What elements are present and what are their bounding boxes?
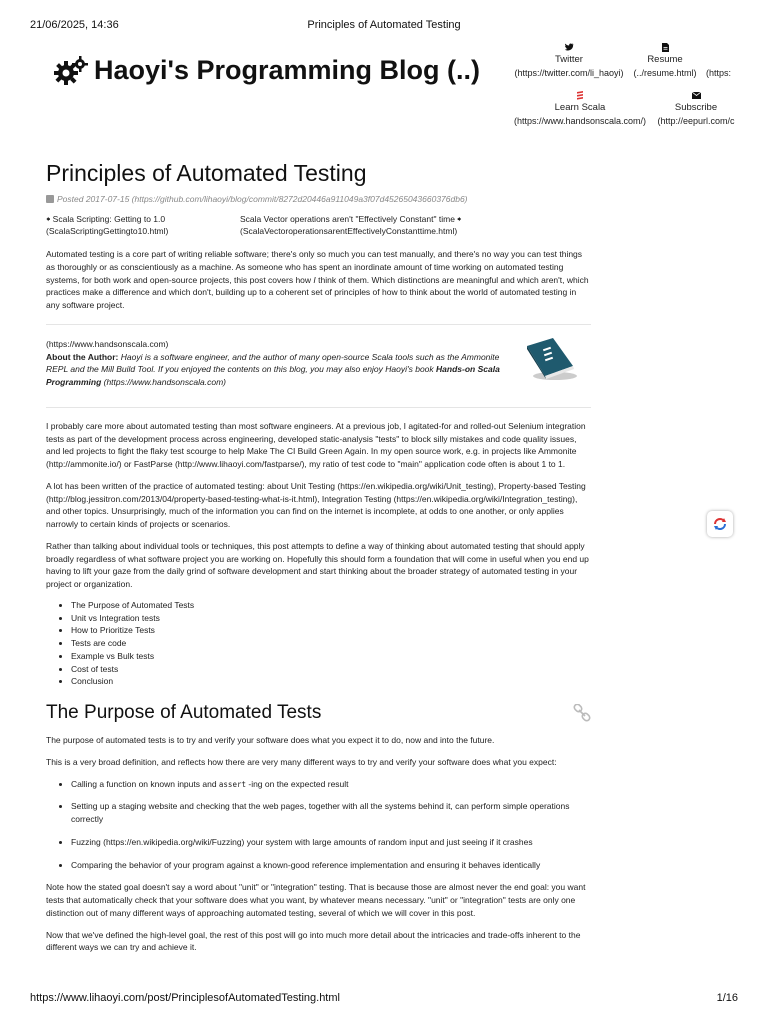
- divider: [46, 324, 591, 325]
- print-page-number: 1/16: [716, 992, 738, 1004]
- post-title: Principles of Automated Testing: [46, 160, 367, 186]
- floating-action-button[interactable]: [707, 511, 733, 537]
- article: [46, 160, 591, 954]
- anchor-link-icon[interactable]: [573, 704, 591, 722]
- learn-scala-url: (https://www.handsonscala.com/): [514, 116, 647, 126]
- blog-title-link[interactable]: [54, 55, 480, 86]
- toc-item[interactable]: • Tests are code: [71, 637, 591, 650]
- divider: [46, 407, 591, 408]
- twitter-url: (https://twitter.com/li_haoyi): [514, 68, 624, 78]
- next-post-link[interactable]: Scala Vector operations aren't "Effectively Constant" time 🠺 (ScalaVectoroperationsarentEffectivelyConstanttime.html): [240, 213, 462, 237]
- learn-scala-label: Learn Scala: [554, 102, 606, 113]
- subscribe-link[interactable]: [656, 91, 736, 126]
- paragraph: Now that we've defined the high-level goal, the rest of this post will go into much more detail about the intricacies and trade-offs inherent to the different ways we can try and achieve it.: [46, 929, 581, 953]
- author-box: [46, 338, 591, 389]
- book-link[interactable]: Hands-on Scala Programming: [46, 364, 500, 388]
- author-url[interactable]: (https://www.handsonscala.com): [46, 338, 169, 349]
- twitter-link[interactable]: [514, 43, 624, 78]
- posted-line: [46, 194, 591, 204]
- learn-scala-link[interactable]: [514, 91, 646, 126]
- gears-icon: [54, 56, 88, 86]
- previous-post-link[interactable]: 🠸 Scala Scripting: Getting to 1.0 (ScalaScriptingGettingto10.html): [46, 213, 169, 237]
- resume-label: Resume: [647, 54, 683, 65]
- resume-link[interactable]: [632, 43, 698, 78]
- toc-item[interactable]: • Conclusion: [71, 675, 591, 688]
- list-item: • Calling a function on known inputs and assert -ing on the expected result: [71, 778, 591, 791]
- refresh-icon: [712, 516, 728, 532]
- paragraph: The purpose of automated tests is to try and verify your software does what you expect it to do, now and into the future.: [46, 735, 495, 746]
- envelope-icon: [656, 91, 736, 101]
- arrow-left-icon: 🠸: [46, 213, 51, 224]
- list-item: • Setting up a staging website and checking that the web pages, together with all the systems behind it, can perform simple operations correctly: [71, 800, 591, 826]
- paragraph: A lot has been written of the practice of automated testing: about Unit Testing (https://en.wikipedia.org/wiki/Unit_testing), Property-based Testing (http://blog.jessitron.com/2013/04/property-based-testing-what-is-it.html), Integration Testing (https://en.wikipedia.org/wiki/Integration_testing), and other topics. Unsurprisingly, much of the information you can find on the internet is incomplete, at odds to one another, or only applies narrowly to certain kinds of projects or scenarios.: [46, 480, 586, 530]
- calendar-icon: [46, 195, 54, 203]
- section-heading: The Purpose of Automated Tests: [46, 702, 591, 724]
- extra-link[interactable]: [706, 43, 736, 78]
- toc-item[interactable]: • How to Prioritize Tests: [71, 624, 591, 637]
- paragraph: Note how the stated goal doesn't say a word about "unit" or "integration" testing. That is because those are almost never the end goal: you want tests that automatically check that your software does what you want, by whatever means necessary. "unit" or "integration" tests are only one distinction out of many different ways of approaching automated testing, several of which we will cover in this post.: [46, 882, 586, 918]
- examples-list: [46, 778, 591, 872]
- blog-title: Haoyi's Programming Blog (..): [94, 55, 480, 85]
- arrow-right-icon: 🠺: [457, 213, 462, 224]
- paragraph: Rather than talking about individual tools or techniques, this post attempts to define a way of thinking about automated testing that should apply broadly regardless of what software project you are working on. Hopefully this should form a foundation that will come in useful when you end up having to lift your gaze from the daily grind of software development and start thinking about the broader strategy of automated testing in your project or organization.: [46, 540, 589, 590]
- twitter-icon: [514, 43, 624, 53]
- resume-url: (../resume.html): [633, 68, 697, 78]
- paragraph: This is a very broad definition, and reflects how there are very many different ways to try and verify your software does what you expect:: [46, 756, 557, 767]
- extra-url: (https:: [706, 68, 732, 78]
- toc-item[interactable]: • Cost of tests: [71, 663, 591, 676]
- resume-icon: [632, 43, 698, 53]
- paragraph: I probably care more about automated testing than most software engineers. At a previous job, I agitated-for and rolled-out Selenium integration tests as part of the development process across engineering, developed static-analysis "tests" to block silly mistakes and code quality issues, and led projects to fight the flaky test scourge to help Make The CI Build Green Again. In my open source work, e.g. in projects like Ammonite (http://ammonite.io/) or FastParse (http://www.lihaoyi.com/fastparse/), my ratio of test code to "main" application code often is about 1 to 1.: [46, 420, 586, 470]
- print-url: https://www.lihaoyi.com/post/PrinciplesofAutomatedTesting.html: [30, 992, 340, 1004]
- list-item: • Fuzzing (https://en.wikipedia.org/wiki/Fuzzing) your system with large amounts of random input and just seeing if it crashes: [71, 836, 591, 849]
- table-of-contents: [46, 599, 591, 688]
- subscribe-url: (http://eepurl.com/c: [657, 116, 735, 126]
- print-title: Principles of Automated Testing: [307, 19, 461, 31]
- scala-icon: [514, 91, 646, 101]
- post-navigation: [46, 213, 591, 239]
- toc-item[interactable]: • Unit vs Integration tests: [71, 612, 591, 625]
- author-bio: About the Author: Haoyi is a software engineer, and the author of many open-source Scala tools such as the Ammonite REPL and the Mill Build Tool. If you enjoyed the contents on this blog, you may also enjoy Haoyi's book Hands-on Scala Programming (https://www.handsonscala.com): [46, 351, 500, 388]
- intro-paragraph: Automated testing is a core part of writing reliable software; there's only so much you can test manually, and there's no way you can test things as thoroughly or as conscientiously as a machine. As someone who has spent an inordinate amount of time working on automated testing systems, for both work and open-source projects, this post covers how I think of them. Which distinctions are meaningful and which aren't, which practices make a difference and which don't, building up to a coherent set of principles of how to think about the world of automated testing in any software project.: [46, 249, 589, 311]
- toc-item[interactable]: • The Purpose of Automated Tests: [71, 599, 591, 612]
- list-item: • Comparing the behavior of your program against a known-good reference implementation and ensuring it behaves identically: [71, 859, 591, 872]
- book-cover-icon[interactable]: [523, 336, 579, 382]
- posted-text[interactable]: Posted 2017-07-15 (https://github.com/lihaoyi/blog/commit/8272d20446a911049a3f07d45265043660376db6): [57, 193, 468, 204]
- print-datetime: 21/06/2025, 14:36: [30, 19, 119, 31]
- toc-item[interactable]: • Example vs Bulk tests: [71, 650, 591, 663]
- subscribe-label: Subscribe: [674, 102, 718, 113]
- twitter-label: Twitter: [555, 54, 583, 65]
